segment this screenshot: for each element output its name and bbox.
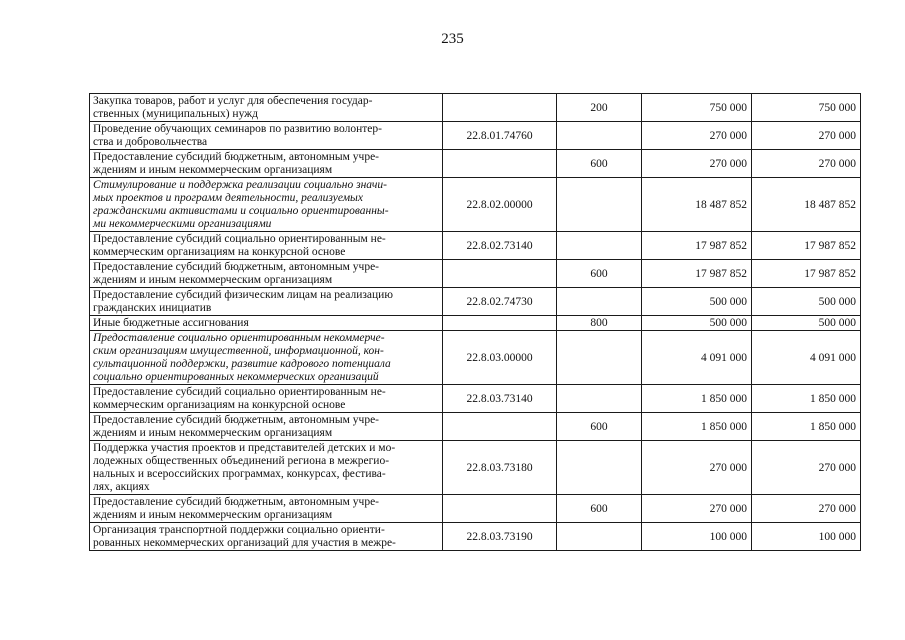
- row-code: [443, 94, 557, 122]
- row-expense-type: [557, 523, 642, 551]
- row-code: 22.8.02.73140: [443, 232, 557, 260]
- row-code: 22.8.03.73190: [443, 523, 557, 551]
- row-code: 22.8.02.74730: [443, 288, 557, 316]
- table-row: [90, 232, 861, 260]
- row-value-second: 270 000: [752, 122, 861, 150]
- row-name: Предоставление субсидий социально ориентированным не- коммерческим организациям на конкурсной основе: [90, 385, 443, 413]
- table-row: [90, 413, 861, 441]
- row-value-second: 17 987 852: [752, 232, 861, 260]
- row-name: Предоставление субсидий бюджетным, автономным учре- ждениям и иным некоммерческим организациям: [90, 150, 443, 178]
- row-name: Предоставление субсидий социально ориентированным не- коммерческим организациям на конкурсной основе: [90, 232, 443, 260]
- budget-table: [89, 93, 861, 551]
- row-value-first: 500 000: [642, 288, 752, 316]
- row-code: [443, 150, 557, 178]
- row-expense-type: [557, 441, 642, 495]
- row-value-first: 17 987 852: [642, 232, 752, 260]
- row-code: [443, 413, 557, 441]
- row-name: Стимулирование и поддержка реализации социально значи- мых проектов и программ деятельности, реализуемых гражданскими активистами и социально ориентированны- ми некоммерческими организациями: [90, 178, 443, 232]
- row-name: Организация транспортной поддержки социально ориенти- рованных некоммерческих организаций для участия в межре-: [90, 523, 443, 551]
- row-name: Предоставление субсидий бюджетным, автономным учре- ждениям и иным некоммерческим организациям: [90, 413, 443, 441]
- table-row: [90, 94, 861, 122]
- table-row: [90, 316, 861, 331]
- row-name: Закупка товаров, работ и услуг для обеспечения государ- ственных (муниципальных) нужд: [90, 94, 443, 122]
- row-value-second: 270 000: [752, 150, 861, 178]
- row-value-first: 4 091 000: [642, 331, 752, 385]
- table-row: [90, 441, 861, 495]
- row-expense-type: 800: [557, 316, 642, 331]
- row-code: 22.8.01.74760: [443, 122, 557, 150]
- row-name: Поддержка участия проектов и представителей детских и мо- лодежных общественных объединений региона в межрегио- нальных и всероссийских программах, конкурсах, фестива- лях, акциях: [90, 441, 443, 495]
- row-value-first: 18 487 852: [642, 178, 752, 232]
- row-code: 22.8.03.73180: [443, 441, 557, 495]
- row-value-first: 270 000: [642, 150, 752, 178]
- table-row: [90, 260, 861, 288]
- row-name: Предоставление субсидий бюджетным, автономным учре- ждениям и иным некоммерческим организациям: [90, 260, 443, 288]
- row-code: 22.8.03.00000: [443, 331, 557, 385]
- row-value-first: 750 000: [642, 94, 752, 122]
- row-value-second: 1 850 000: [752, 385, 861, 413]
- row-expense-type: 600: [557, 260, 642, 288]
- row-value-first: 270 000: [642, 441, 752, 495]
- table-row: [90, 495, 861, 523]
- row-value-first: 500 000: [642, 316, 752, 331]
- row-value-second: 500 000: [752, 316, 861, 331]
- table-row: [90, 523, 861, 551]
- row-value-second: 1 850 000: [752, 413, 861, 441]
- row-code: [443, 495, 557, 523]
- row-expense-type: 600: [557, 413, 642, 441]
- row-expense-type: [557, 232, 642, 260]
- row-name: Проведение обучающих семинаров по развитию волонтер- ства и добровольчества: [90, 122, 443, 150]
- row-value-first: 100 000: [642, 523, 752, 551]
- table-row: [90, 331, 861, 385]
- budget-table-body: [90, 94, 861, 551]
- row-expense-type: 600: [557, 150, 642, 178]
- table-row: [90, 385, 861, 413]
- row-value-second: 270 000: [752, 441, 861, 495]
- table-row: [90, 150, 861, 178]
- row-value-second: 18 487 852: [752, 178, 861, 232]
- row-value-second: 500 000: [752, 288, 861, 316]
- row-value-first: 1 850 000: [642, 385, 752, 413]
- row-expense-type: [557, 385, 642, 413]
- row-value-second: 270 000: [752, 495, 861, 523]
- row-code: [443, 316, 557, 331]
- row-code: 22.8.03.73140: [443, 385, 557, 413]
- row-expense-type: [557, 122, 642, 150]
- table-row: [90, 288, 861, 316]
- row-expense-type: [557, 178, 642, 232]
- table-row: [90, 122, 861, 150]
- row-code: [443, 260, 557, 288]
- row-name: Иные бюджетные ассигнования: [90, 316, 443, 331]
- row-expense-type: [557, 288, 642, 316]
- row-value-first: 270 000: [642, 122, 752, 150]
- row-name: Предоставление субсидий бюджетным, автономным учре- ждениям и иным некоммерческим организациям: [90, 495, 443, 523]
- row-code: 22.8.02.00000: [443, 178, 557, 232]
- row-value-first: 1 850 000: [642, 413, 752, 441]
- row-name: Предоставление субсидий физическим лицам на реализацию гражданских инициатив: [90, 288, 443, 316]
- row-value-second: 100 000: [752, 523, 861, 551]
- row-value-second: 4 091 000: [752, 331, 861, 385]
- page-number: 235: [441, 31, 464, 47]
- row-value-second: 17 987 852: [752, 260, 861, 288]
- row-name: Предоставление социально ориентированным некоммерче- ским организациям имущественной, информационной, кон- сультационной поддержки, развитие кадрового потенциала социально ориентированных некоммерческих организаций: [90, 331, 443, 385]
- row-value-first: 17 987 852: [642, 260, 752, 288]
- row-expense-type: [557, 331, 642, 385]
- row-expense-type: 600: [557, 495, 642, 523]
- table-row: [90, 178, 861, 232]
- row-expense-type: 200: [557, 94, 642, 122]
- row-value-first: 270 000: [642, 495, 752, 523]
- row-value-second: 750 000: [752, 94, 861, 122]
